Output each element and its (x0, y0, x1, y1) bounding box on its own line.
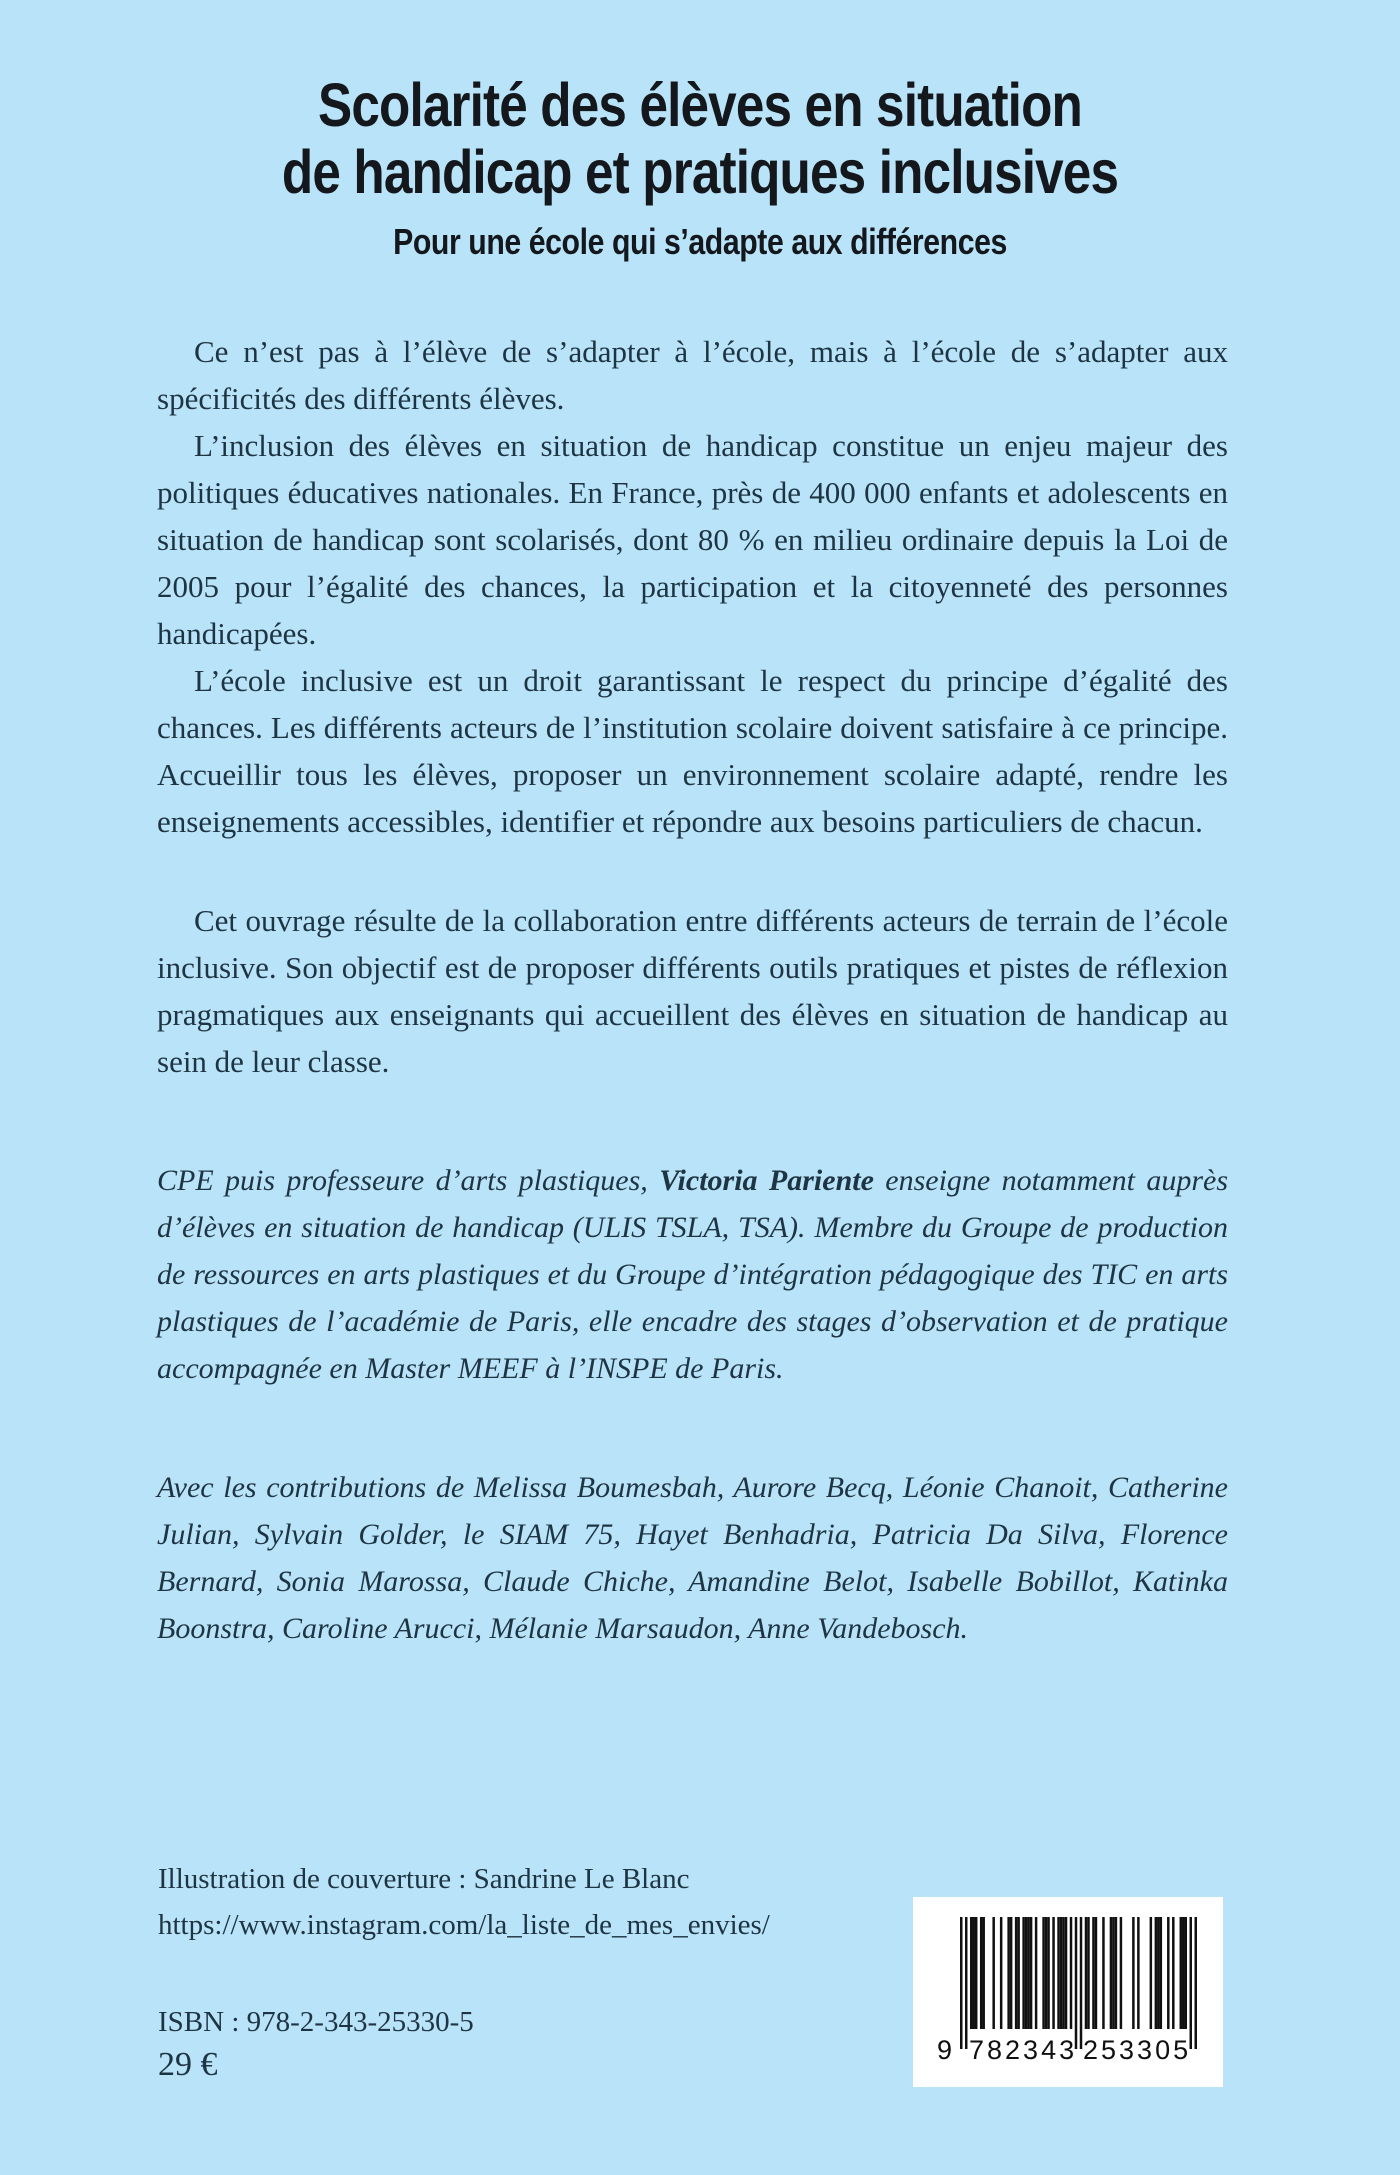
author-bio-paragraph (157, 1157, 1228, 1392)
barcode-digit-group1: 782343 (969, 2035, 1078, 2065)
synopsis-paragraph-3: L’école inclusive est un droit garantissant le respect du principe d’égalité des chances. Les différents acteurs de l’institution scolaire doivent satisfaire à ce principe. Accueillir tous les élèves, proposer un environnement scolaire adapté, rendre les enseignements accessibles, identifier et répondre aux besoins particuliers de chacun. (157, 663, 1228, 839)
cover-credit-url: https://www.instagram.com/la_liste_de_mes_envies/ (158, 1909, 770, 1941)
synopsis-paragraph-2: L’inclusion des élèves en situation de handicap constitue un enjeu majeur des politiques éducatives nationales. En France, près de 400 000 enfants et adolescents en situation de handicap sont scolarisés, dont 80 % en milieu ordinaire depuis la Loi de 2005 pour l’égalité des chances, la participation et la citoyenneté des personnes handicapées. (157, 428, 1228, 651)
synopsis-paragraph-1: Ce n’est pas à l’élève de s’adapter à l’école, mais à l’école de s’adapter aux spécificités des différents élèves. (157, 334, 1228, 416)
contributors (157, 1464, 1228, 1652)
book-subtitle: Pour une école qui s’adapte aux différences (393, 221, 1007, 262)
book-title-line2: de handicap et pratiques inclusives (281, 138, 1119, 206)
barcode-bars (960, 1917, 1197, 2049)
isbn: ISBN : 978-2-343-25330-5 (158, 2006, 474, 2038)
synopsis (157, 328, 1228, 1085)
header (112, 0, 1288, 264)
author-bio-before-name: CPE puis professeure d’arts plastiques, (157, 1164, 660, 1197)
price: 29 € (158, 2046, 218, 2083)
book-title (112, 72, 1288, 206)
book-title-line1: Scolarité des élèves en situation (318, 71, 1082, 139)
barcode-digit-first: 9 (937, 2035, 953, 2065)
barcode (913, 1897, 1223, 2087)
author-bio (157, 1157, 1228, 1392)
cover-credit-block (158, 1856, 770, 1948)
barcode-digit-group2: 253305 (1083, 2035, 1192, 2065)
cover-credit: Illustration de couverture : Sandrine Le Blanc (158, 1863, 690, 1895)
contributors-paragraph: Avec les contributions de Melissa Boumesbah, Aurore Becq, Léonie Chanoit, Catherine Julian, Sylvain Golder, le SIAM 75, Hayet Benhadria, Patricia Da Silva, Florence Bernard, Sonia Marossa, Claude Chiche, Amandine Belot, Isabelle Bobillot, Katinka Boonstra, Caroline Arucci, Mélanie Marsaudon, Anne Vandebosch. (157, 1471, 1228, 1645)
synopsis-paragraph-4: Cet ouvrage résulte de la collaboration entre différents acteurs de terrain de l’école inclusive. Son objectif est de proposer différents outils pratiques et pistes de réflexion pragmatiques aux enseignants qui accueillent des élèves en situation de handicap au sein de leur classe. (157, 903, 1228, 1079)
author-name: Victoria Pariente (659, 1164, 874, 1197)
author-bio-after-name: enseigne notamment auprès d’élèves en situation de handicap (ULIS TSLA, TSA). Membre du Groupe de production de ressources en arts plastiques et du Groupe d’intégration pédagogique des TIC en arts plastiques de l’académie de Paris, elle encadre des stages d’observation et de pratique accompagnée en Master MEEF à l’INSPE de Paris. (157, 1164, 1228, 1385)
